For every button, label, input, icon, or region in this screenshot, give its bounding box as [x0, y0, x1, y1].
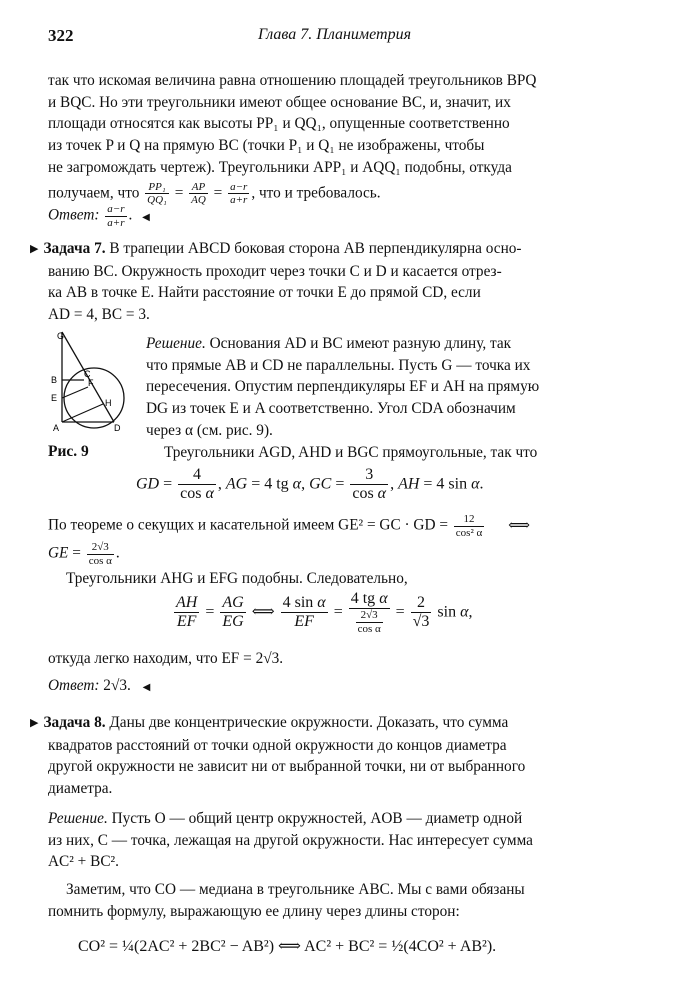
text-line: из точек P и Q на прямую BC (точки P₁ и Q₁ не изображены, чтобы [48, 137, 485, 155]
text-line: площади относятся как высоты PP₁ и QQ₁, опущенные соответственно [48, 115, 510, 133]
task-marker-icon: ▶ [30, 717, 39, 729]
formula-gd: GD = $\frac{4}{\text{cos α}}$ , AG = 4 tg α, GC = $\frac{3}{\text{cos α}}$ , AH = 4 sin α. [136, 466, 484, 503]
label-d: D [114, 423, 121, 433]
solution-8: Решение. Пусть O — общий центр окружностей, AOB — диаметр одной из них, C — точка, лежащая на другой окружности. Нас интересует сумма AC² + BC². Заметим, что CO — медиана в треугольнике ABC. Мы с вами обязаны помнить формулу, выражающую ее длину через длины сторон: [48, 810, 533, 920]
label-g: G [57, 331, 65, 341]
text-line: не загромождать чертеж). Треугольники APP₁ и AQQ₁ подобны, откуда [48, 158, 512, 176]
page-number: 322 [48, 26, 74, 45]
paragraph-continuation [48, 70, 648, 207]
fraction: $\frac{a-r}{a+r}$ [230, 180, 248, 207]
formula-median: CO² = ¼(2AC² + 2BC² − AB²) ⟺ AC² + BC² = ½(4CO² + AB²). [78, 938, 497, 955]
label-c: C [84, 369, 91, 379]
end-marker: ◀ [142, 211, 150, 223]
answer-7: Ответ: 2√3. ◀ [48, 677, 151, 694]
end-marker: ◀ [142, 682, 151, 693]
label-h: H [105, 398, 112, 408]
text-line: так что искомая величина равна отношению площадей треугольников BPQ [48, 72, 537, 89]
fraction: $\frac{\text{PP₁}}{\text{QQ₁}}$ [147, 180, 167, 207]
label-a: A [53, 423, 60, 433]
figure-9-diagram [48, 330, 134, 440]
solution-7: Решение. Основания AD и BC имеют разную длину, так что прямые AB и CD не параллельны. Пусть G — точка их пересечения. Опустим перпендикуляры EF и AH на прямую DG из точек E и A соответственно. Угол CDA обозначим через α (см. рис. 9). Треугольники AGD, AHD и BGC прямоугольные, так что [146, 335, 540, 461]
figure-caption: Рис. 9 [48, 443, 89, 460]
chapter-title: Глава 7. Планиметрия [258, 26, 412, 43]
secant-theorem: По теореме о секущих и касательной имеем GE² = GC · GD = $\frac{12}{\text{cos² α}}$ ⟺ GE = $\frac{2√3}{\text{cos α}}$ . Треугольники AHG и EFG подобны. Следовательно, [48, 513, 531, 587]
fraction: $\frac{AP}{AQ}$ [191, 180, 206, 207]
answer-fraction: $\frac{a-r}{a+r}$ [107, 203, 125, 229]
label-b: B [51, 375, 58, 385]
label-f: F [88, 378, 94, 388]
page-header [48, 26, 640, 48]
formula-similar: $\frac{AH}{EF}$ = $\frac{AG}{EG}$ ⟺ $\frac{\text{4 sin α}}{EF}$ = $\frac{\text{4 tg α}}{\frac{2√3}{\text{cos α}}}$ = $\frac{2}{√3}$ sin α, [176, 590, 473, 636]
answer-1: Ответ: $\frac{a-r}{a+r}$ . ◀ [48, 203, 150, 229]
text-line: и BQC. Но эти треугольники имеют общее основание BC, и, значит, их [48, 93, 511, 111]
label-e: E [51, 393, 58, 403]
text-line: получаем, что $\frac{\text{PP₁}}{\text{QQ₁}}$ = $\frac{AP}{AQ}$ = $\frac{a-r}{a+r}$ , что и требовалось. [48, 180, 381, 207]
task-8: ▶ Задача 8. Даны две концентрические окружности. Доказать, что сумма квадратов расстояний от точки одной окружности до концов диаметра другой окружности не зависит ни от выбранной точки, ни от выбранного диаметра. [30, 714, 526, 798]
task-marker-icon: ▶ [30, 243, 39, 255]
task-7: ▶ Задача 7. В трапеции ABCD боковая сторона AB перпендикулярна осно- ванию BC. Окружность проходит через точки C и D и касается отрез- ка AB в точке E. Найти расстояние от точки E до прямой CD, если AD = 4, BC = 3. [30, 240, 522, 324]
ef-result: откуда легко находим, что EF = 2√3. [48, 650, 284, 667]
